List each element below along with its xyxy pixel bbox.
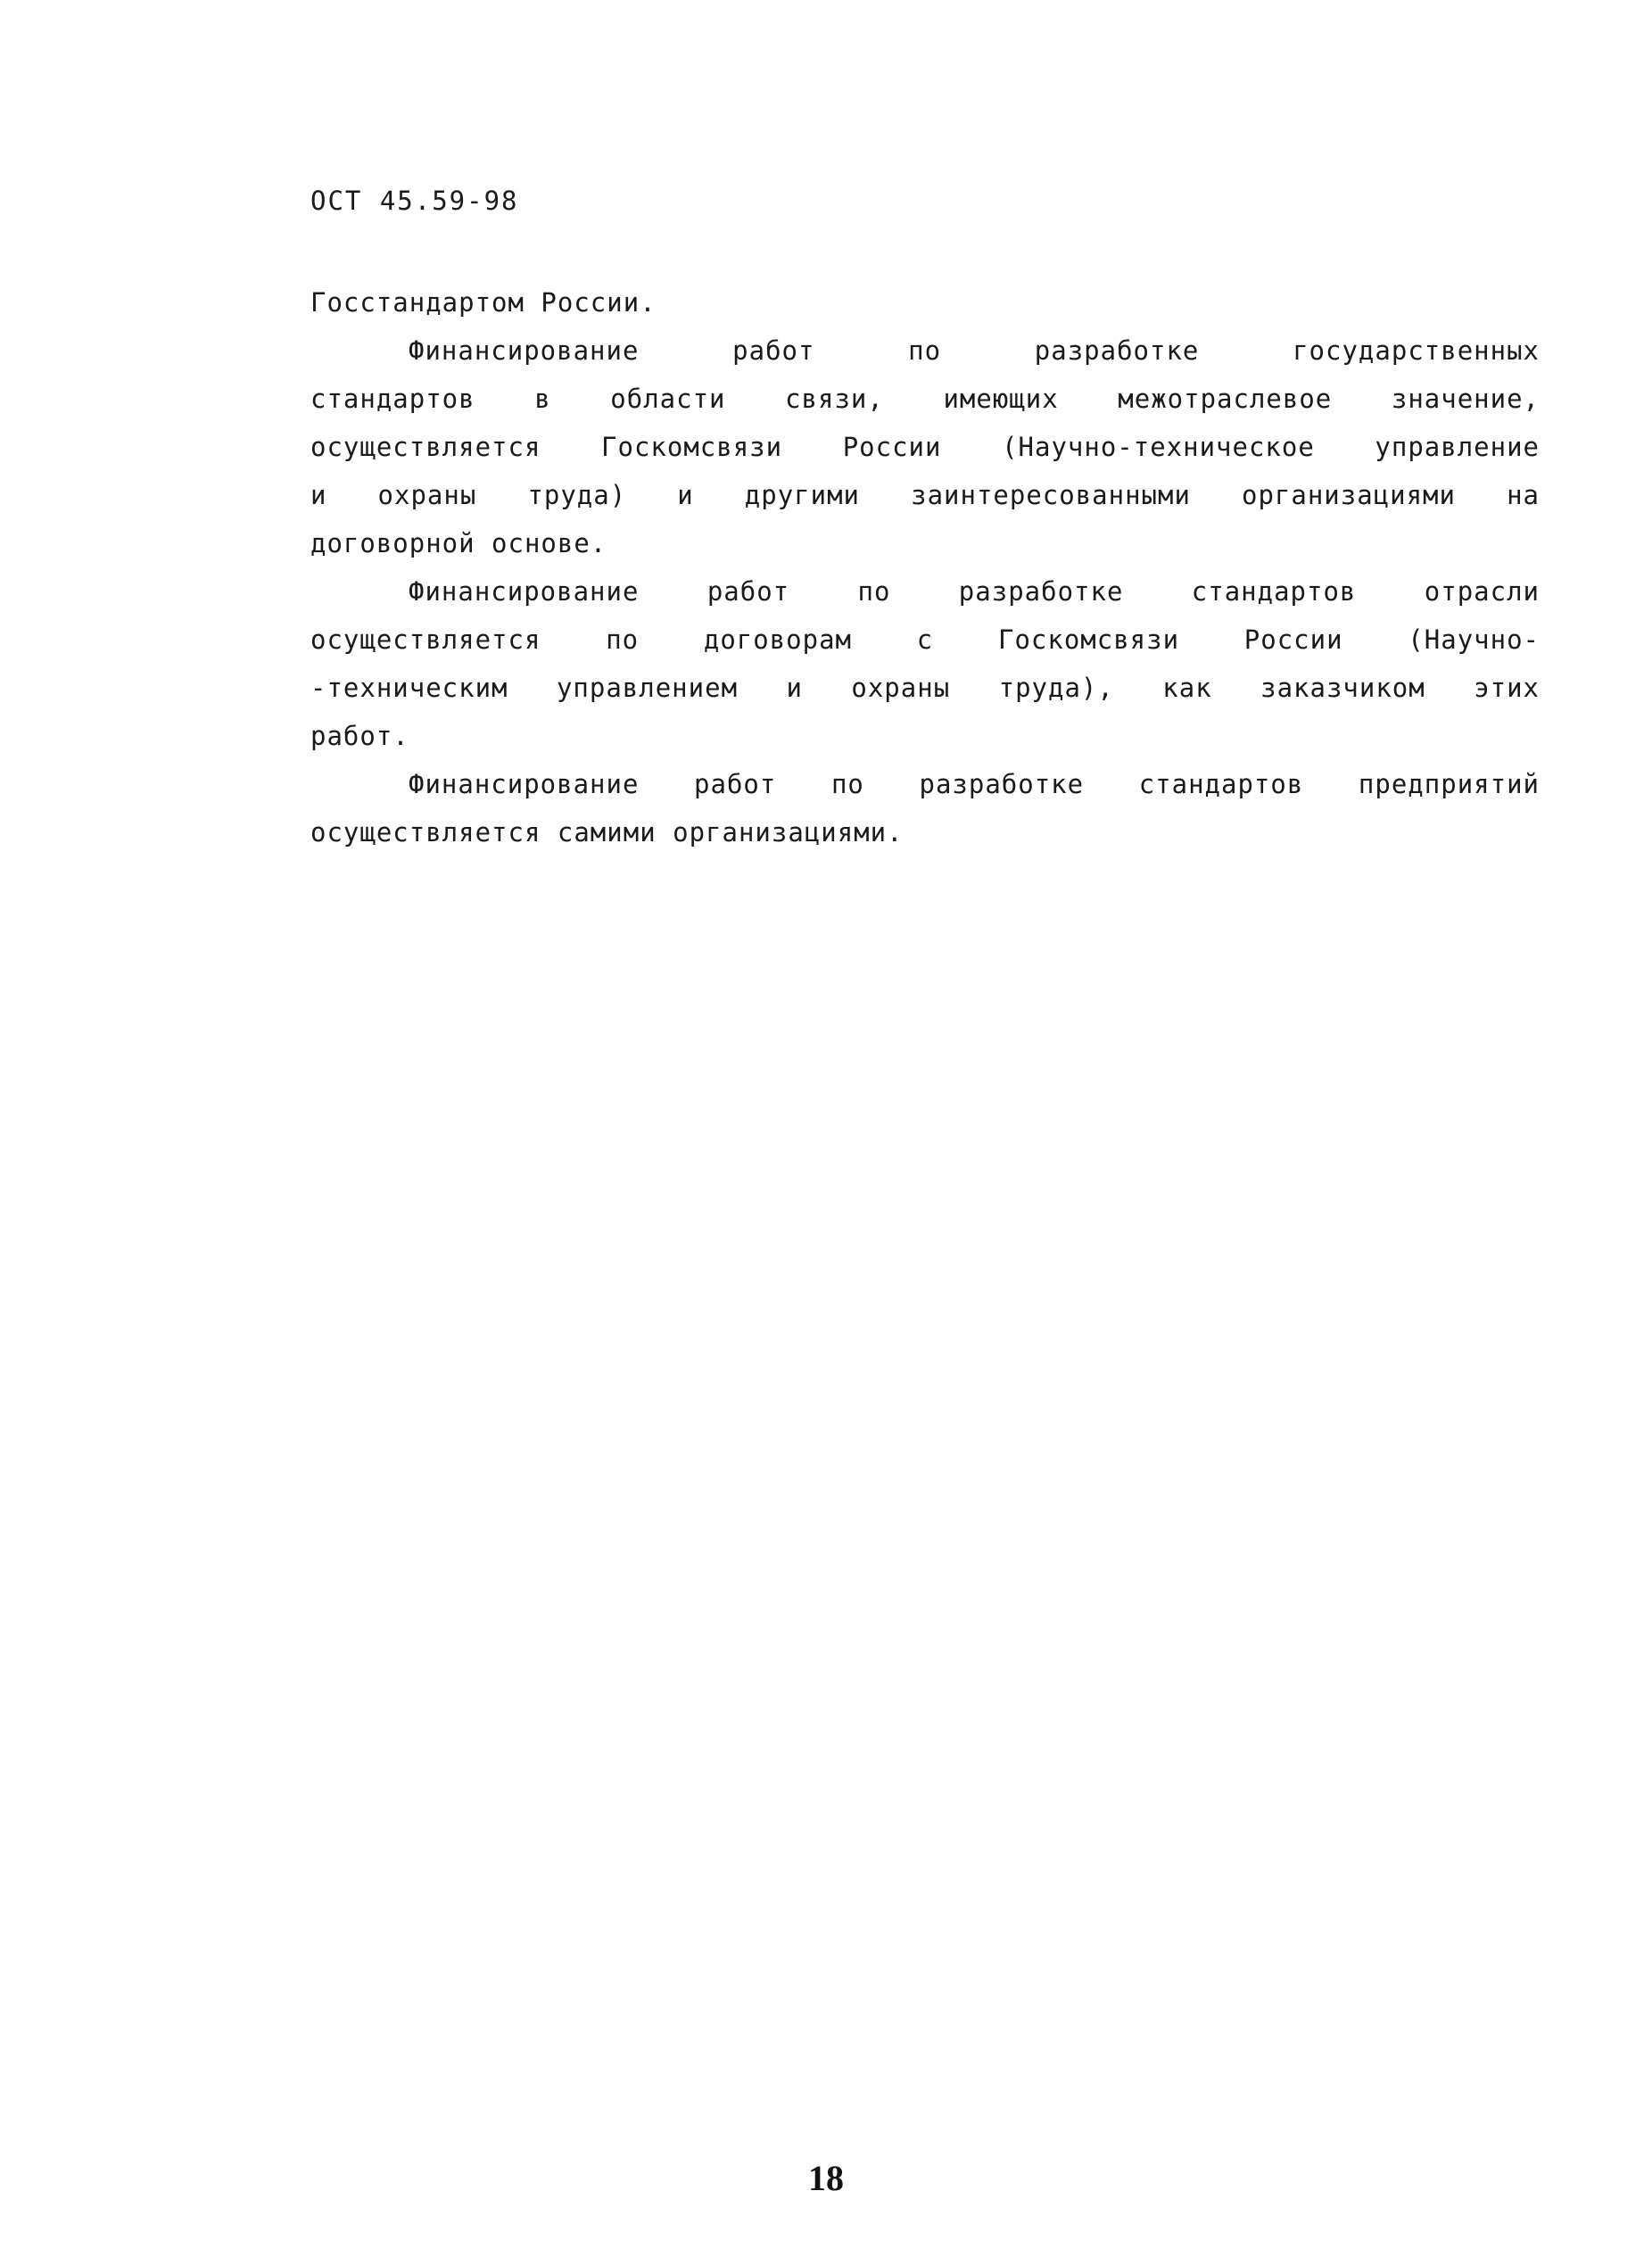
text-line: осуществляется самими организациями. [310,817,904,847]
text-line: осуществляется Госкомсвязи России (Научно-техническое управление [310,432,1540,462]
paragraph [310,760,1540,856]
paragraph [310,327,1540,567]
document-body [310,278,1540,856]
text-line: работ. [310,721,409,751]
text-line: осуществляется по договорам с Госкомсвязи России (Научно- [310,624,1540,655]
text-line: и охраны труда) и другими заинтересованными организациями на [310,480,1540,510]
page-number: 18 [808,2158,844,2198]
document-code: ОСТ 45.59-98 [310,186,519,216]
text-line: Финансирование работ по разработке стандартов отрасли [409,576,1540,607]
paragraph [310,278,1540,327]
text-line: Госстандартом России. [310,287,657,318]
text-line: Финансирование работ по разработке государственных [409,335,1540,366]
text-line: стандартов в области связи, имеющих межотраслевое значение, [310,384,1540,414]
text-line: договорной основе. [310,528,607,558]
text-line: -техническим управлением и охраны труда), как заказчиком этих [310,673,1540,703]
text-line: Финансирование работ по разработке стандартов предприятий [409,769,1540,799]
paragraph [310,567,1540,760]
